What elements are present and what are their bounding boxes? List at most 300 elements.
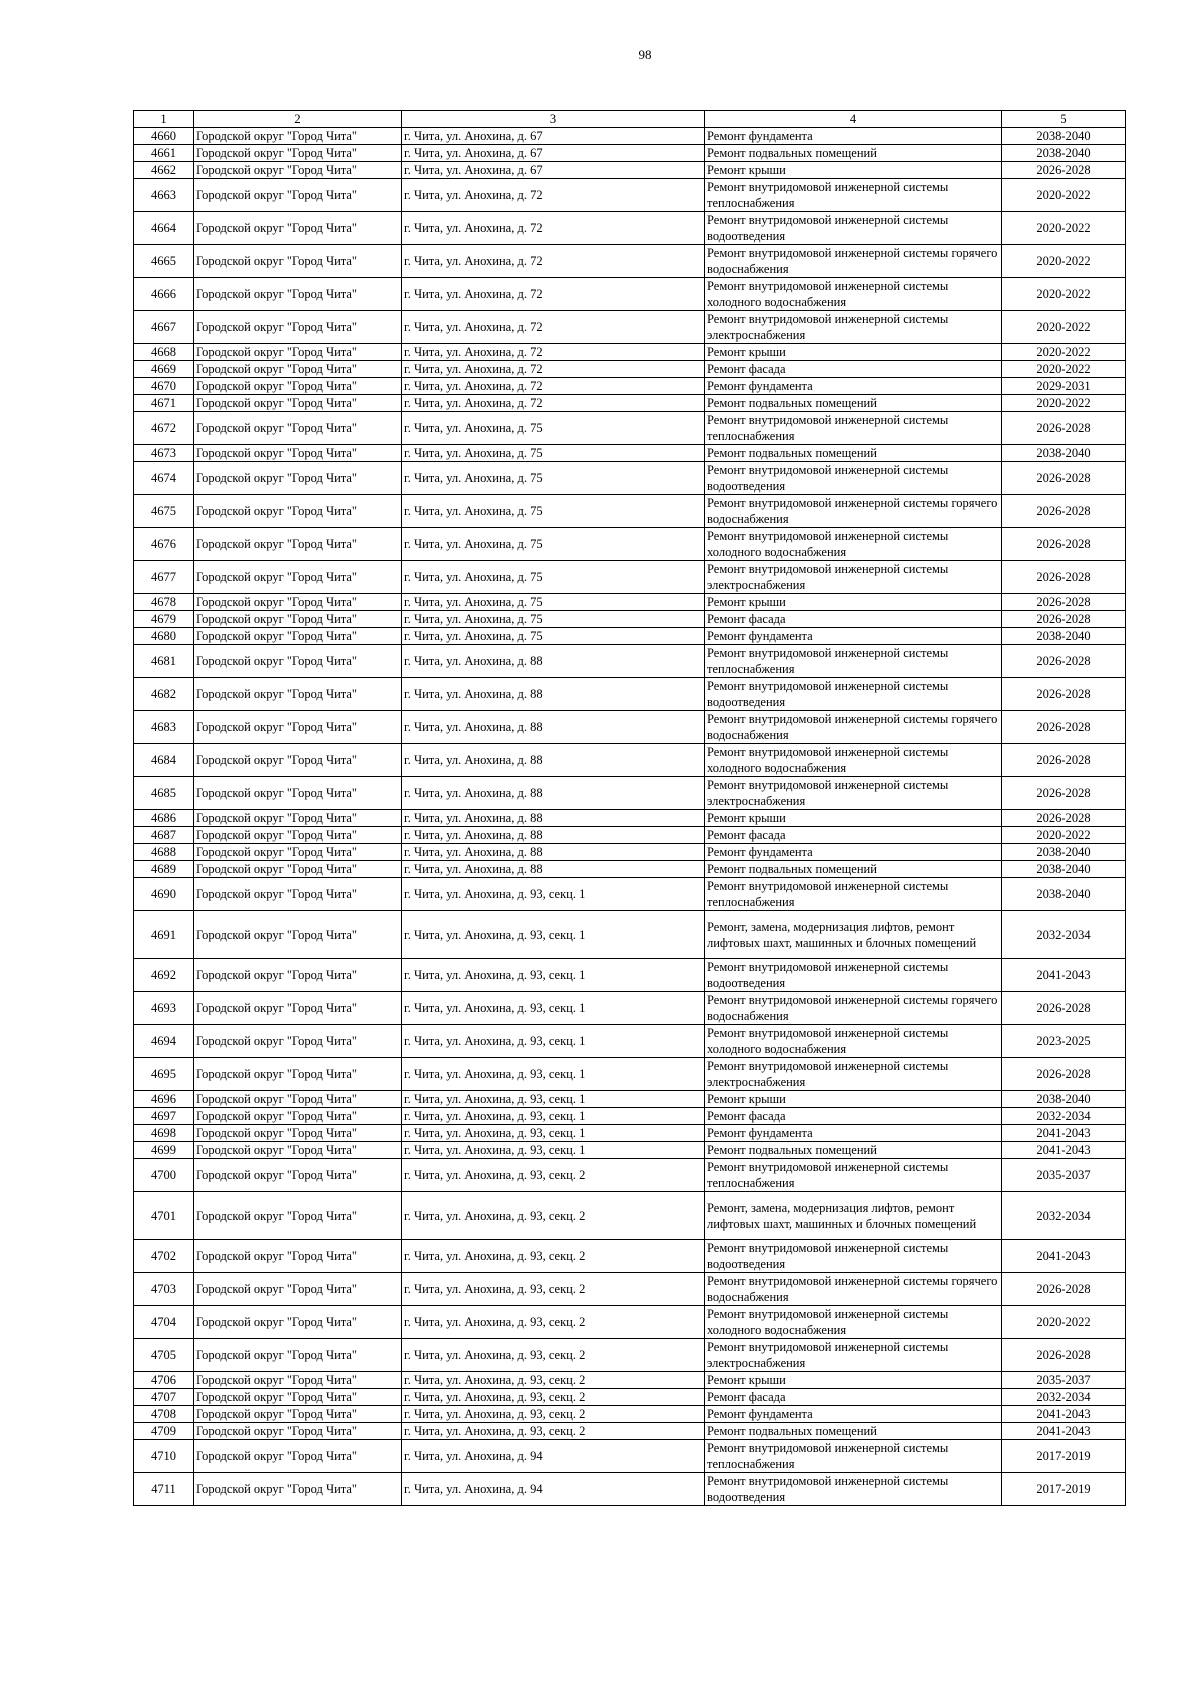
municipality-cell: Городской округ "Город Чита": [194, 1440, 402, 1473]
table-row: [134, 495, 1126, 528]
municipality-cell: Городской округ "Город Чита": [194, 245, 402, 278]
municipality-cell: Городской округ "Город Чита": [194, 278, 402, 311]
page-number: 98: [638, 47, 652, 62]
period-cell: 2020-2022: [1002, 245, 1126, 278]
address-cell: г. Чита, ул. Анохина, д. 75: [402, 611, 705, 628]
period-cell: 2023-2025: [1002, 1025, 1126, 1058]
table-row: [134, 861, 1126, 878]
work-type-cell: Ремонт фасада: [705, 361, 1002, 378]
header-cell-2: 2: [194, 111, 402, 128]
address-cell: г. Чита, ул. Анохина, д. 75: [402, 412, 705, 445]
period-cell: 2017-2019: [1002, 1440, 1126, 1473]
row-number-cell: 4661: [134, 145, 194, 162]
municipality-cell: Городской округ "Город Чита": [194, 412, 402, 445]
period-cell: 2026-2028: [1002, 711, 1126, 744]
work-type-cell: Ремонт подвальных помещений: [705, 145, 1002, 162]
row-number-cell: 4693: [134, 992, 194, 1025]
municipality-cell: Городской округ "Город Чита": [194, 128, 402, 145]
address-cell: г. Чита, ул. Анохина, д. 93, секц. 2: [402, 1372, 705, 1389]
municipality-cell: Городской округ "Город Чита": [194, 344, 402, 361]
work-type-cell: Ремонт внутридомовой инженерной системы водоотведения: [705, 1473, 1002, 1506]
work-type-cell: Ремонт крыши: [705, 162, 1002, 179]
address-cell: г. Чита, ул. Анохина, д. 88: [402, 844, 705, 861]
row-number-cell: 4698: [134, 1125, 194, 1142]
municipality-cell: Городской округ "Город Чита": [194, 1473, 402, 1506]
row-number-cell: 4691: [134, 911, 194, 959]
address-cell: г. Чита, ул. Анохина, д. 93, секц. 2: [402, 1423, 705, 1440]
work-type-cell: Ремонт внутридомовой инженерной системы водоотведения: [705, 462, 1002, 495]
municipality-cell: Городской округ "Город Чита": [194, 495, 402, 528]
row-number-cell: 4677: [134, 561, 194, 594]
row-number-cell: 4696: [134, 1091, 194, 1108]
row-number-cell: 4672: [134, 412, 194, 445]
table-row: [134, 395, 1126, 412]
work-type-cell: Ремонт фундамента: [705, 378, 1002, 395]
table-row: [134, 628, 1126, 645]
table-row: [134, 678, 1126, 711]
municipality-cell: Городской округ "Город Чита": [194, 861, 402, 878]
address-cell: г. Чита, ул. Анохина, д. 88: [402, 861, 705, 878]
address-cell: г. Чита, ул. Анохина, д. 75: [402, 594, 705, 611]
address-cell: г. Чита, ул. Анохина, д. 88: [402, 678, 705, 711]
table-row: [134, 145, 1126, 162]
table-row: [134, 878, 1126, 911]
address-cell: г. Чита, ул. Анохина, д. 72: [402, 378, 705, 395]
period-cell: 2020-2022: [1002, 827, 1126, 844]
table-row: [134, 528, 1126, 561]
municipality-cell: Городской округ "Город Чита": [194, 678, 402, 711]
work-type-cell: Ремонт фасада: [705, 1108, 1002, 1125]
row-number-cell: 4708: [134, 1406, 194, 1423]
municipality-cell: Городской округ "Город Чита": [194, 744, 402, 777]
period-cell: 2038-2040: [1002, 128, 1126, 145]
municipality-cell: Городской округ "Город Чита": [194, 1406, 402, 1423]
table-row: [134, 311, 1126, 344]
period-cell: 2020-2022: [1002, 212, 1126, 245]
work-type-cell: Ремонт фундамента: [705, 1406, 1002, 1423]
address-cell: г. Чита, ул. Анохина, д. 94: [402, 1473, 705, 1506]
period-cell: 2026-2028: [1002, 1058, 1126, 1091]
municipality-cell: Городской округ "Город Чита": [194, 1025, 402, 1058]
row-number-cell: 4679: [134, 611, 194, 628]
municipality-cell: Городской округ "Город Чита": [194, 395, 402, 412]
work-type-cell: Ремонт внутридомовой инженерной системы электроснабжения: [705, 777, 1002, 810]
period-cell: 2032-2034: [1002, 1108, 1126, 1125]
address-cell: г. Чита, ул. Анохина, д. 93, секц. 2: [402, 1273, 705, 1306]
row-number-cell: 4673: [134, 445, 194, 462]
municipality-cell: Городской округ "Город Чита": [194, 810, 402, 827]
address-cell: г. Чита, ул. Анохина, д. 72: [402, 311, 705, 344]
address-cell: г. Чита, ул. Анохина, д. 75: [402, 628, 705, 645]
table-row: [134, 594, 1126, 611]
row-number-cell: 4684: [134, 744, 194, 777]
table-row: [134, 1159, 1126, 1192]
address-cell: г. Чита, ул. Анохина, д. 93, секц. 1: [402, 1025, 705, 1058]
period-cell: 2038-2040: [1002, 628, 1126, 645]
table-row: [134, 1142, 1126, 1159]
address-cell: г. Чита, ул. Анохина, д. 88: [402, 711, 705, 744]
work-type-cell: Ремонт подвальных помещений: [705, 1142, 1002, 1159]
row-number-cell: 4701: [134, 1192, 194, 1240]
period-cell: 2026-2028: [1002, 1273, 1126, 1306]
row-number-cell: 4687: [134, 827, 194, 844]
row-number-cell: 4669: [134, 361, 194, 378]
row-number-cell: 4665: [134, 245, 194, 278]
address-cell: г. Чита, ул. Анохина, д. 88: [402, 645, 705, 678]
table-row: [134, 462, 1126, 495]
row-number-cell: 4671: [134, 395, 194, 412]
period-cell: 2035-2037: [1002, 1159, 1126, 1192]
municipality-cell: Городской округ "Город Чита": [194, 1372, 402, 1389]
address-cell: г. Чита, ул. Анохина, д. 88: [402, 777, 705, 810]
table-row: [134, 412, 1126, 445]
address-cell: г. Чита, ул. Анохина, д. 93, секц. 1: [402, 1142, 705, 1159]
table-row: [134, 278, 1126, 311]
work-type-cell: Ремонт внутридомовой инженерной системы холодного водоснабжения: [705, 278, 1002, 311]
municipality-cell: Городской округ "Город Чита": [194, 844, 402, 861]
work-type-cell: Ремонт внутридомовой инженерной системы теплоснабжения: [705, 645, 1002, 678]
work-type-cell: Ремонт внутридомовой инженерной системы горячего водоснабжения: [705, 1273, 1002, 1306]
table-row: [134, 361, 1126, 378]
table-row: [134, 561, 1126, 594]
municipality-cell: Городской округ "Город Чита": [194, 1339, 402, 1372]
address-cell: г. Чита, ул. Анохина, д. 88: [402, 744, 705, 777]
row-number-cell: 4697: [134, 1108, 194, 1125]
work-type-cell: Ремонт внутридомовой инженерной системы водоотведения: [705, 678, 1002, 711]
work-type-cell: Ремонт подвальных помещений: [705, 445, 1002, 462]
address-cell: г. Чита, ул. Анохина, д. 94: [402, 1440, 705, 1473]
table-row: [134, 1389, 1126, 1406]
work-type-cell: Ремонт внутридомовой инженерной системы горячего водоснабжения: [705, 711, 1002, 744]
row-number-cell: 4700: [134, 1159, 194, 1192]
address-cell: г. Чита, ул. Анохина, д. 72: [402, 361, 705, 378]
period-cell: 2041-2043: [1002, 1240, 1126, 1273]
address-cell: г. Чита, ул. Анохина, д. 93, секц. 2: [402, 1240, 705, 1273]
row-number-cell: 4688: [134, 844, 194, 861]
period-cell: 2026-2028: [1002, 462, 1126, 495]
address-cell: г. Чита, ул. Анохина, д. 93, секц. 1: [402, 1125, 705, 1142]
row-number-cell: 4675: [134, 495, 194, 528]
table-row: [134, 1108, 1126, 1125]
period-cell: 2038-2040: [1002, 1091, 1126, 1108]
period-cell: 2026-2028: [1002, 528, 1126, 561]
municipality-cell: Городской округ "Город Чита": [194, 212, 402, 245]
address-cell: г. Чита, ул. Анохина, д. 88: [402, 827, 705, 844]
municipality-cell: Городской округ "Город Чита": [194, 594, 402, 611]
row-number-cell: 4694: [134, 1025, 194, 1058]
row-number-cell: 4674: [134, 462, 194, 495]
address-cell: г. Чита, ул. Анохина, д. 93, секц. 2: [402, 1306, 705, 1339]
municipality-cell: Городской округ "Город Чита": [194, 711, 402, 744]
municipality-cell: Городской округ "Город Чита": [194, 959, 402, 992]
address-cell: г. Чита, ул. Анохина, д. 72: [402, 278, 705, 311]
repair-schedule-table: [133, 110, 1126, 1506]
row-number-cell: 4678: [134, 594, 194, 611]
row-number-cell: 4707: [134, 1389, 194, 1406]
municipality-cell: Городской округ "Город Чита": [194, 1389, 402, 1406]
period-cell: 2017-2019: [1002, 1473, 1126, 1506]
period-cell: 2041-2043: [1002, 1406, 1126, 1423]
work-type-cell: Ремонт внутридомовой инженерной системы теплоснабжения: [705, 179, 1002, 212]
table-row: [134, 645, 1126, 678]
row-number-cell: 4676: [134, 528, 194, 561]
table-row: [134, 245, 1126, 278]
address-cell: г. Чита, ул. Анохина, д. 72: [402, 212, 705, 245]
address-cell: г. Чита, ул. Анохина, д. 93, секц. 1: [402, 992, 705, 1025]
municipality-cell: Городской округ "Город Чита": [194, 611, 402, 628]
work-type-cell: Ремонт внутридомовой инженерной системы электроснабжения: [705, 1339, 1002, 1372]
work-type-cell: Ремонт внутридомовой инженерной системы горячего водоснабжения: [705, 495, 1002, 528]
municipality-cell: Городской округ "Город Чита": [194, 378, 402, 395]
table-row: [134, 1240, 1126, 1273]
row-number-cell: 4702: [134, 1240, 194, 1273]
table-row: [134, 911, 1126, 959]
municipality-cell: Городской округ "Город Чита": [194, 1125, 402, 1142]
municipality-cell: Городской округ "Город Чита": [194, 1142, 402, 1159]
municipality-cell: Городской округ "Город Чита": [194, 561, 402, 594]
period-cell: 2041-2043: [1002, 1423, 1126, 1440]
municipality-cell: Городской округ "Город Чита": [194, 311, 402, 344]
table-row: [134, 378, 1126, 395]
table-row: [134, 1025, 1126, 1058]
municipality-cell: Городской округ "Город Чита": [194, 1159, 402, 1192]
table-row: [134, 445, 1126, 462]
period-cell: 2038-2040: [1002, 445, 1126, 462]
municipality-cell: Городской округ "Город Чита": [194, 361, 402, 378]
table-row: [134, 1440, 1126, 1473]
table-row: [134, 744, 1126, 777]
table-row: [134, 827, 1126, 844]
address-cell: г. Чита, ул. Анохина, д. 67: [402, 145, 705, 162]
municipality-cell: Городской округ "Город Чита": [194, 1306, 402, 1339]
period-cell: 2026-2028: [1002, 162, 1126, 179]
header-cell-5: 5: [1002, 111, 1126, 128]
period-cell: 2038-2040: [1002, 861, 1126, 878]
row-number-cell: 4704: [134, 1306, 194, 1339]
municipality-cell: Городской округ "Город Чита": [194, 1423, 402, 1440]
table-row: [134, 1473, 1126, 1506]
municipality-cell: Городской округ "Город Чита": [194, 145, 402, 162]
work-type-cell: Ремонт крыши: [705, 344, 1002, 361]
row-number-cell: 4705: [134, 1339, 194, 1372]
header-cell-1: 1: [134, 111, 194, 128]
row-number-cell: 4706: [134, 1372, 194, 1389]
address-cell: г. Чита, ул. Анохина, д. 72: [402, 179, 705, 212]
municipality-cell: Городской округ "Город Чита": [194, 1058, 402, 1091]
address-cell: г. Чита, ул. Анохина, д. 93, секц. 2: [402, 1339, 705, 1372]
work-type-cell: Ремонт крыши: [705, 594, 1002, 611]
municipality-cell: Городской округ "Город Чита": [194, 1192, 402, 1240]
row-number-cell: 4709: [134, 1423, 194, 1440]
table-row: [134, 992, 1126, 1025]
row-number-cell: 4711: [134, 1473, 194, 1506]
address-cell: г. Чита, ул. Анохина, д. 72: [402, 344, 705, 361]
period-cell: 2041-2043: [1002, 1125, 1126, 1142]
table-row: [134, 959, 1126, 992]
period-cell: 2041-2043: [1002, 959, 1126, 992]
period-cell: 2020-2022: [1002, 278, 1126, 311]
address-cell: г. Чита, ул. Анохина, д. 93, секц. 1: [402, 1058, 705, 1091]
row-number-cell: 4690: [134, 878, 194, 911]
period-cell: 2026-2028: [1002, 495, 1126, 528]
table-row: [134, 810, 1126, 827]
table-row: [134, 1091, 1126, 1108]
work-type-cell: Ремонт внутридомовой инженерной системы холодного водоснабжения: [705, 1025, 1002, 1058]
municipality-cell: Городской округ "Город Чита": [194, 179, 402, 212]
work-type-cell: Ремонт внутридомовой инженерной системы электроснабжения: [705, 1058, 1002, 1091]
header-cell-3: 3: [402, 111, 705, 128]
work-type-cell: Ремонт внутридомовой инженерной системы горячего водоснабжения: [705, 245, 1002, 278]
row-number-cell: 4695: [134, 1058, 194, 1091]
table-row: [134, 611, 1126, 628]
address-cell: г. Чита, ул. Анохина, д. 75: [402, 462, 705, 495]
table-row: [134, 844, 1126, 861]
period-cell: 2038-2040: [1002, 844, 1126, 861]
municipality-cell: Городской округ "Город Чита": [194, 528, 402, 561]
row-number-cell: 4680: [134, 628, 194, 645]
row-number-cell: 4666: [134, 278, 194, 311]
period-cell: 2020-2022: [1002, 395, 1126, 412]
row-number-cell: 4685: [134, 777, 194, 810]
address-cell: г. Чита, ул. Анохина, д. 67: [402, 128, 705, 145]
work-type-cell: Ремонт фундамента: [705, 844, 1002, 861]
row-number-cell: 4662: [134, 162, 194, 179]
table-row: [134, 1125, 1126, 1142]
period-cell: 2020-2022: [1002, 361, 1126, 378]
row-number-cell: 4663: [134, 179, 194, 212]
municipality-cell: Городской округ "Город Чита": [194, 878, 402, 911]
period-cell: 2026-2028: [1002, 1339, 1126, 1372]
work-type-cell: Ремонт внутридомовой инженерной системы водоотведения: [705, 959, 1002, 992]
row-number-cell: 4681: [134, 645, 194, 678]
work-type-cell: Ремонт внутридомовой инженерной системы водоотведения: [705, 212, 1002, 245]
address-cell: г. Чита, ул. Анохина, д. 88: [402, 810, 705, 827]
period-cell: 2020-2022: [1002, 1306, 1126, 1339]
period-cell: 2026-2028: [1002, 412, 1126, 445]
municipality-cell: Городской округ "Город Чита": [194, 777, 402, 810]
period-cell: 2041-2043: [1002, 1142, 1126, 1159]
municipality-cell: Городской округ "Город Чита": [194, 445, 402, 462]
period-cell: 2032-2034: [1002, 911, 1126, 959]
municipality-cell: Городской округ "Город Чита": [194, 1108, 402, 1125]
period-cell: 2020-2022: [1002, 179, 1126, 212]
period-cell: 2020-2022: [1002, 311, 1126, 344]
row-number-cell: 4670: [134, 378, 194, 395]
row-number-cell: 4664: [134, 212, 194, 245]
work-type-cell: Ремонт подвальных помещений: [705, 395, 1002, 412]
period-cell: 2026-2028: [1002, 810, 1126, 827]
row-number-cell: 4668: [134, 344, 194, 361]
table-row: [134, 212, 1126, 245]
table-row: [134, 711, 1126, 744]
work-type-cell: Ремонт, замена, модернизация лифтов, ремонт лифтовых шахт, машинных и блочных помещений: [705, 1192, 1002, 1240]
row-number-cell: 4660: [134, 128, 194, 145]
header-cell-4: 4: [705, 111, 1002, 128]
period-cell: 2029-2031: [1002, 378, 1126, 395]
municipality-cell: Городской округ "Город Чита": [194, 162, 402, 179]
work-type-cell: Ремонт крыши: [705, 810, 1002, 827]
address-cell: г. Чита, ул. Анохина, д. 93, секц. 1: [402, 959, 705, 992]
address-cell: г. Чита, ул. Анохина, д. 75: [402, 528, 705, 561]
table-row: [134, 1192, 1126, 1240]
table-row: [134, 1423, 1126, 1440]
period-cell: 2035-2037: [1002, 1372, 1126, 1389]
work-type-cell: Ремонт фундамента: [705, 128, 1002, 145]
work-type-cell: Ремонт фундамента: [705, 1125, 1002, 1142]
period-cell: 2038-2040: [1002, 145, 1126, 162]
address-cell: г. Чита, ул. Анохина, д. 72: [402, 245, 705, 278]
address-cell: г. Чита, ул. Анохина, д. 75: [402, 445, 705, 462]
row-number-cell: 4692: [134, 959, 194, 992]
row-number-cell: 4683: [134, 711, 194, 744]
work-type-cell: Ремонт крыши: [705, 1091, 1002, 1108]
municipality-cell: Городской округ "Город Чита": [194, 1091, 402, 1108]
work-type-cell: Ремонт фундамента: [705, 628, 1002, 645]
period-cell: 2026-2028: [1002, 645, 1126, 678]
address-cell: г. Чита, ул. Анохина, д. 72: [402, 395, 705, 412]
address-cell: г. Чита, ул. Анохина, д. 93, секц. 2: [402, 1159, 705, 1192]
address-cell: г. Чита, ул. Анохина, д. 93, секц. 1: [402, 1108, 705, 1125]
municipality-cell: Городской округ "Город Чита": [194, 827, 402, 844]
row-number-cell: 4703: [134, 1273, 194, 1306]
work-type-cell: Ремонт внутридомовой инженерной системы теплоснабжения: [705, 412, 1002, 445]
work-type-cell: Ремонт подвальных помещений: [705, 1423, 1002, 1440]
municipality-cell: Городской округ "Город Чита": [194, 1273, 402, 1306]
period-cell: 2032-2034: [1002, 1192, 1126, 1240]
table-row: [134, 1339, 1126, 1372]
work-type-cell: Ремонт внутридомовой инженерной системы электроснабжения: [705, 311, 1002, 344]
work-type-cell: Ремонт фасада: [705, 827, 1002, 844]
work-type-cell: Ремонт внутридомовой инженерной системы холодного водоснабжения: [705, 744, 1002, 777]
period-cell: 2026-2028: [1002, 777, 1126, 810]
work-type-cell: Ремонт внутридомовой инженерной системы холодного водоснабжения: [705, 528, 1002, 561]
table-row: [134, 162, 1126, 179]
table-row: [134, 344, 1126, 361]
work-type-cell: Ремонт, замена, модернизация лифтов, ремонт лифтовых шахт, машинных и блочных помещений: [705, 911, 1002, 959]
work-type-cell: Ремонт внутридомовой инженерной системы горячего водоснабжения: [705, 992, 1002, 1025]
header-row: [134, 111, 1126, 128]
row-number-cell: 4667: [134, 311, 194, 344]
table-row: [134, 1058, 1126, 1091]
work-type-cell: Ремонт внутридомовой инженерной системы электроснабжения: [705, 561, 1002, 594]
work-type-cell: Ремонт фасада: [705, 611, 1002, 628]
table-row: [134, 1406, 1126, 1423]
period-cell: 2026-2028: [1002, 594, 1126, 611]
work-type-cell: Ремонт подвальных помещений: [705, 861, 1002, 878]
municipality-cell: Городской округ "Город Чита": [194, 911, 402, 959]
address-cell: г. Чита, ул. Анохина, д. 93, секц. 2: [402, 1389, 705, 1406]
address-cell: г. Чита, ул. Анохина, д. 67: [402, 162, 705, 179]
work-type-cell: Ремонт внутридомовой инженерной системы теплоснабжения: [705, 878, 1002, 911]
table-row: [134, 1372, 1126, 1389]
row-number-cell: 4689: [134, 861, 194, 878]
table-row: [134, 777, 1126, 810]
address-cell: г. Чита, ул. Анохина, д. 93, секц. 1: [402, 911, 705, 959]
row-number-cell: 4699: [134, 1142, 194, 1159]
address-cell: г. Чита, ул. Анохина, д. 93, секц. 1: [402, 878, 705, 911]
row-number-cell: 4710: [134, 1440, 194, 1473]
address-cell: г. Чита, ул. Анохина, д. 93, секц. 2: [402, 1192, 705, 1240]
municipality-cell: Городской округ "Город Чита": [194, 1240, 402, 1273]
address-cell: г. Чита, ул. Анохина, д. 75: [402, 561, 705, 594]
table-row: [134, 1306, 1126, 1339]
address-cell: г. Чита, ул. Анохина, д. 93, секц. 2: [402, 1406, 705, 1423]
work-type-cell: Ремонт внутридомовой инженерной системы холодного водоснабжения: [705, 1306, 1002, 1339]
work-type-cell: Ремонт внутридомовой инженерной системы теплоснабжения: [705, 1159, 1002, 1192]
period-cell: 2038-2040: [1002, 878, 1126, 911]
municipality-cell: Городской округ "Город Чита": [194, 628, 402, 645]
work-type-cell: Ремонт внутридомовой инженерной системы теплоснабжения: [705, 1440, 1002, 1473]
